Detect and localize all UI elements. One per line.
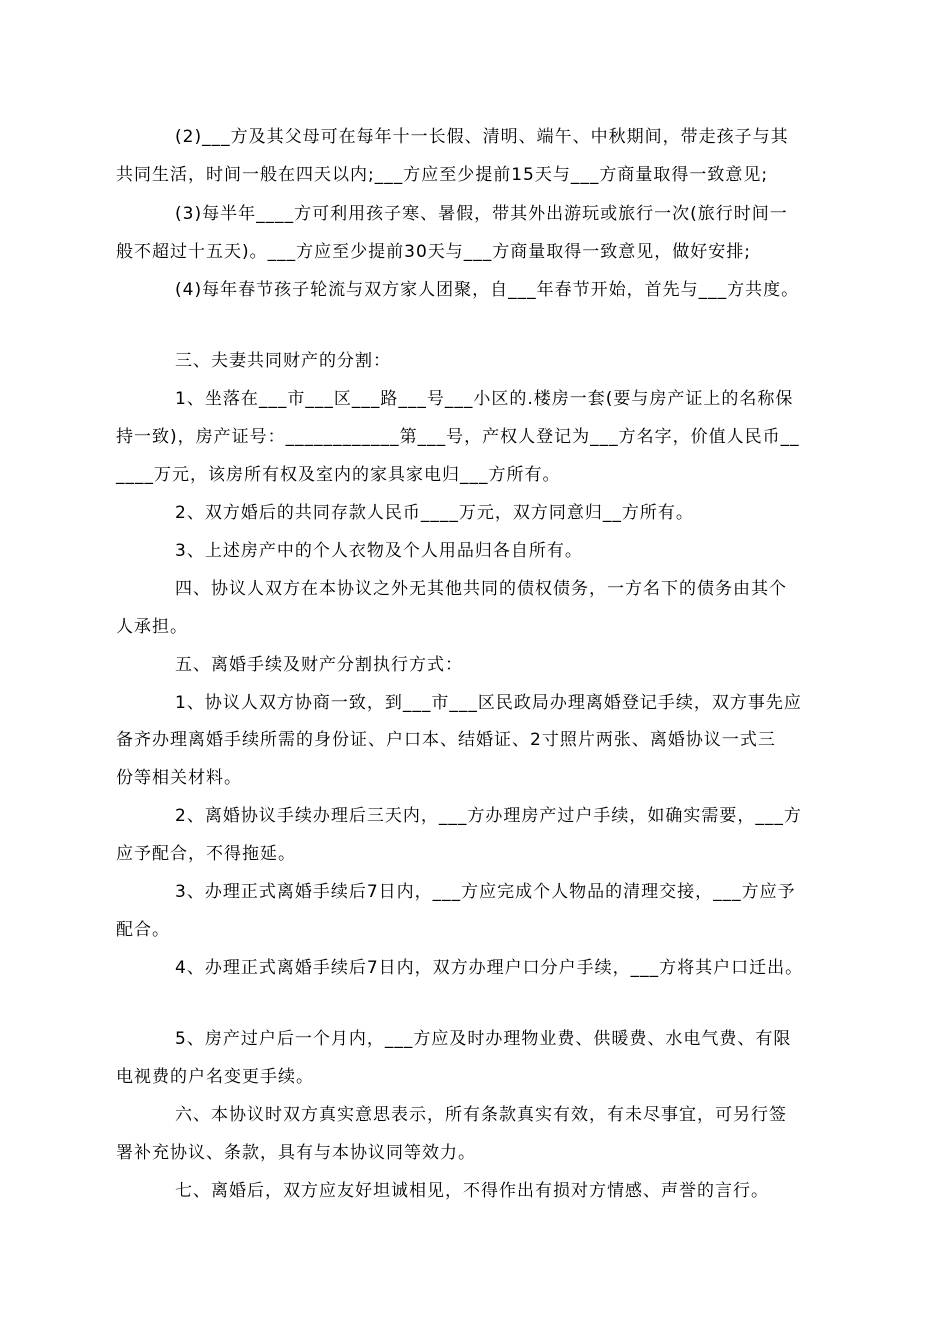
- paragraph-line: (3)每半年____方可利用孩子寒、暑假，带其外出游玩或旅行一次(旅行时间一: [175, 204, 788, 224]
- paragraph-line: 配合。: [116, 920, 170, 940]
- paragraph-line: ____万元，该房所有权及室内的家具家电归___方所有。: [116, 465, 561, 485]
- paragraph-line: 电视费的户名变更手续。: [116, 1067, 314, 1087]
- paragraph-line: 2、双方婚后的共同存款人民币____万元，双方同意归__方所有。: [175, 503, 694, 523]
- section-heading: 七、离婚后，双方应友好坦诚相见，不得作出有损对方情感、声誉的言行。: [175, 1181, 769, 1201]
- paragraph-line: 5、房产过户后一个月内，___方应及时办理物业费、供暖费、水电气费、有限: [175, 1029, 792, 1049]
- paragraph-line: 3、上述房产中的个人衣物及个人用品归各自所有。: [175, 541, 583, 561]
- paragraph-line: 份等相关材料。: [116, 768, 242, 788]
- paragraph-line: 人承担。: [116, 617, 188, 637]
- paragraph-line: 般不超过十五天)。___方应至少提前30天与___方商量取得一致意见，做好安排;: [116, 242, 751, 262]
- section-heading: 五、离婚手续及财产分割执行方式：: [175, 655, 463, 675]
- paragraph-line: 4、办理正式离婚手续后7日内，双方办理户口分户手续，___方将其户口迁出。: [175, 958, 804, 978]
- paragraph-line: 2、离婚协议手续办理后三天内，___方办理房产过户手续，如确实需要，___方: [175, 806, 802, 826]
- section-heading: 三、夫妻共同财产的分割：: [175, 351, 391, 371]
- paragraph-line: 署补充协议、条款，具有与本协议同等效力。: [116, 1143, 476, 1163]
- paragraph-line: (2)___方及其父母可在每年十一长假、清明、端午、中秋期间，带走孩子与其: [175, 127, 789, 147]
- paragraph-line: 1、协议人双方协商一致，到___市___区民政局办理离婚登记手续，双方事先应: [175, 693, 802, 713]
- paragraph-line: 3、办理正式离婚手续后7日内，___方应完成个人物品的清理交接，___方应予: [175, 882, 796, 902]
- paragraph-line: 应予配合，不得拖延。: [116, 844, 296, 864]
- paragraph-line: 备齐办理离婚手续所需的身份证、户口本、结婚证、2寸照片两张、离婚协议一式三: [116, 730, 776, 750]
- section-heading: 四、协议人双方在本协议之外无其他共同的债权债务，一方名下的债务由其个: [175, 579, 787, 599]
- section-heading: 六、本协议时双方真实意思表示，所有条款真实有效，有未尽事宜，可另行签: [175, 1105, 787, 1125]
- paragraph-line: 持一致)，房产证号：____________第___号，产权人登记为___方名字，价值人民币__: [116, 427, 800, 447]
- paragraph-line: (4)每年春节孩子轮流与双方家人团聚，自___年春节开始，首先与___方共度。: [175, 280, 800, 300]
- paragraph-line: 共同生活，时间一般在四天以内;___方应至少提前15天与___方商量取得一致意见;: [116, 165, 769, 185]
- paragraph-line: 1、坐落在___市___区___路___号___小区的.楼房一套(要与房产证上的名称保: [175, 389, 794, 409]
